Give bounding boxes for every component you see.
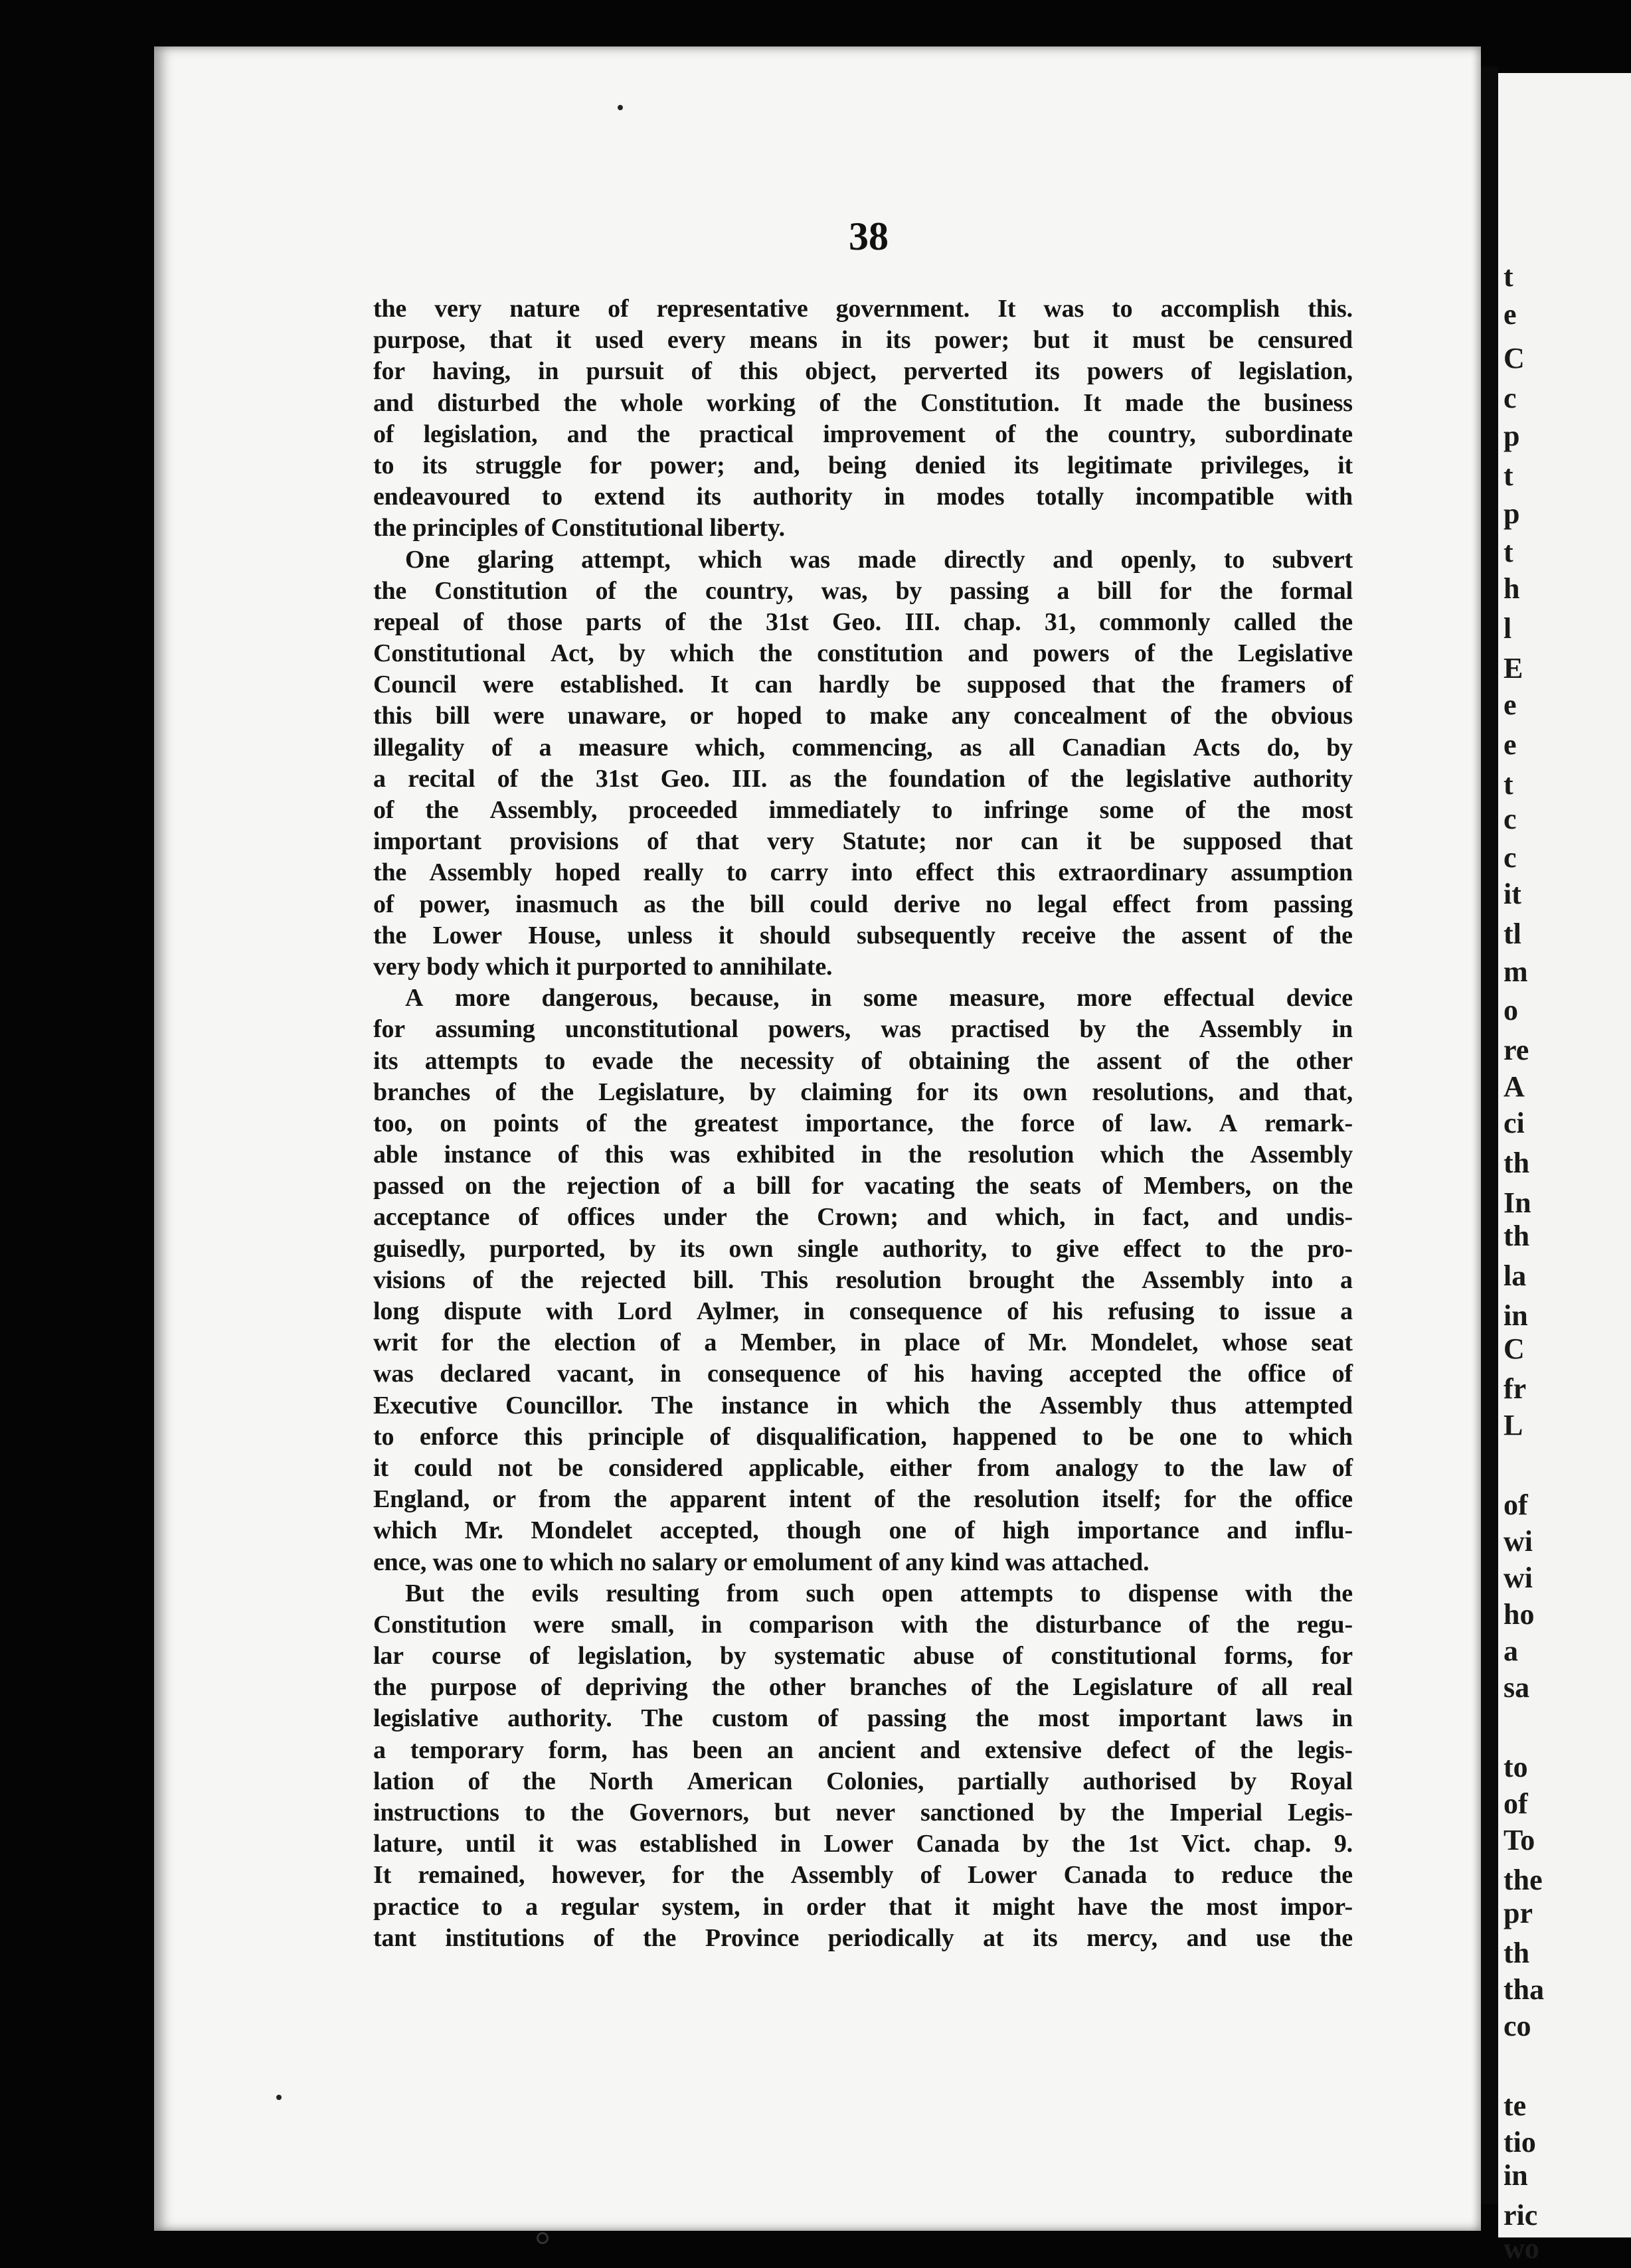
facing-page-fragment: h bbox=[1503, 572, 1520, 605]
text-line: legislative authority. The custom of passing the most important laws in bbox=[373, 1704, 1353, 1733]
facing-page-fragment: th bbox=[1503, 1147, 1530, 1179]
text-line: Constitution were small, in comparison with the disturbance of the regu- bbox=[373, 1610, 1353, 1639]
page-number: 38 bbox=[849, 214, 889, 258]
facing-page-fragment: E bbox=[1503, 652, 1523, 685]
text-line: very body which it purported to annihilate. bbox=[373, 952, 833, 981]
text-line: But the evils resulting from such open attempts to dispense with the bbox=[405, 1579, 1353, 1607]
text-line: this bill were unaware, or hoped to make any concealment of the obvious bbox=[373, 702, 1353, 730]
facing-page-fragment: o bbox=[1503, 994, 1518, 1026]
text-line: passed on the rejection of a bill for vacating the seats of Members, on the bbox=[373, 1172, 1353, 1200]
facing-page-fragment: e bbox=[1503, 298, 1517, 331]
text-line: Executive Councillor. The instance in which the Assembly thus attempted bbox=[373, 1391, 1353, 1419]
facing-page-fragment: te bbox=[1503, 2089, 1527, 2122]
facing-page-fragment: c bbox=[1503, 803, 1517, 835]
facing-page-fragment: c bbox=[1503, 841, 1517, 874]
facing-page-fragment: m bbox=[1503, 955, 1528, 988]
text-line: Council were established. It can hardly be supposed that the framers of bbox=[373, 671, 1353, 699]
facing-page-fragment: th bbox=[1503, 1220, 1530, 1252]
text-line: important provisions of that very Statute; nor can it be supposed that bbox=[373, 827, 1353, 856]
text-line: Constitutional Act, by which the constitution and powers of the Legislative bbox=[373, 639, 1353, 668]
facing-page-fragment: e bbox=[1503, 728, 1517, 761]
text-line: able instance of this was exhibited in the resolution which the Assembly bbox=[373, 1141, 1353, 1169]
facing-page-fragment: tha bbox=[1503, 1973, 1545, 2006]
text-line: branches of the Legislature, by claiming for its own resolutions, and that, bbox=[373, 1078, 1353, 1106]
text-line: the very nature of representative government. It was to accomplish this. bbox=[373, 295, 1353, 323]
facing-page-fragment: wi bbox=[1503, 1562, 1533, 1594]
facing-page-fragment: of bbox=[1503, 1787, 1528, 1820]
text-line: the principles of Constitutional liberty. bbox=[373, 514, 785, 542]
text-line: to enforce this principle of disqualification, happened to be one to which bbox=[373, 1422, 1353, 1451]
facing-page-fragment: p bbox=[1503, 497, 1520, 530]
text-line: of power, inasmuch as the bill could derive no legal effect from passing bbox=[373, 890, 1353, 918]
facing-page-fragment: la bbox=[1503, 1259, 1527, 1292]
facing-page-fragment: in bbox=[1503, 1299, 1528, 1332]
facing-page-fragment: it bbox=[1503, 878, 1521, 910]
facing-page-fragment: tio bbox=[1503, 2126, 1536, 2158]
text-line: practice to a regular system, in order that it might have the most impor- bbox=[373, 1892, 1353, 1921]
scan-speck bbox=[618, 105, 623, 110]
facing-page-fragment: t bbox=[1503, 768, 1513, 801]
facing-page-fragment: a bbox=[1503, 1635, 1518, 1667]
text-line: lar course of legislation, by systematic abuse of constitutional forms, for bbox=[373, 1642, 1353, 1670]
facing-page-fragment: c bbox=[1503, 382, 1517, 414]
text-line: endeavoured to extend its authority in modes totally incompatible with bbox=[373, 483, 1353, 511]
facing-page-fragment: ric bbox=[1503, 2199, 1538, 2231]
facing-page-fragment: to bbox=[1503, 1751, 1528, 1783]
text-line: acceptance of offices under the Crown; and which, in fact, and undis- bbox=[373, 1203, 1353, 1232]
facing-page-fragment: fr bbox=[1503, 1372, 1527, 1405]
text-line: to its struggle for power; and, being denied its legitimate privileges, it bbox=[373, 451, 1353, 479]
facing-page-fragment: t bbox=[1503, 260, 1513, 293]
text-line: visions of the rejected bill. This resolution brought the Assembly into a bbox=[373, 1265, 1353, 1294]
text-line: and disturbed the whole working of the Constitution. It made the business bbox=[373, 388, 1353, 417]
text-line: the Constitution of the country, was, by passing a bill for the formal bbox=[373, 576, 1353, 605]
text-line: of the Assembly, proceeded immediately to infringe some of the most bbox=[373, 796, 1353, 824]
text-line: a recital of the 31st Geo. III. as the foundation of the legislative authority bbox=[373, 764, 1353, 793]
facing-page-fragment: of bbox=[1503, 1489, 1528, 1521]
text-line: the Assembly hoped really to carry into effect this extraordinary assumption bbox=[373, 858, 1353, 887]
text-line: It remained, however, for the Assembly of Lower Canada to reduce the bbox=[373, 1861, 1353, 1890]
text-line: which Mr. Mondelet accepted, though one of high importance and influ- bbox=[373, 1516, 1353, 1545]
text-line: purpose, that it used every means in its power; but it must be censured bbox=[373, 326, 1353, 355]
facing-page-fragment: ho bbox=[1503, 1598, 1535, 1631]
facing-page-fragment: A bbox=[1503, 1070, 1525, 1103]
text-line: instructions to the Governors, but never sanctioned by the Imperial Legis- bbox=[373, 1799, 1353, 1826]
text-line: illegality of a measure which, commencing, as all Canadian Acts do, by bbox=[373, 733, 1353, 762]
text-line: too, on points of the greatest importance, the force of law. A remark- bbox=[373, 1109, 1353, 1137]
text-line: repeal of those parts of the 31st Geo. III. chap. 31, commonly called the bbox=[373, 608, 1353, 636]
text-line: guisedly, purported, by its own single authority, to give effect to the pro- bbox=[373, 1234, 1353, 1263]
facing-page-fragment: the bbox=[1503, 1864, 1543, 1896]
facing-page-fragment: C bbox=[1503, 1333, 1525, 1365]
facing-page-fragment: co bbox=[1503, 2010, 1531, 2042]
facing-page-fragment: L bbox=[1503, 1409, 1523, 1441]
text-line: lation of the North American Colonies, partially authorised by Royal bbox=[373, 1767, 1353, 1795]
facing-page-fragment: In bbox=[1503, 1186, 1531, 1219]
text-line: England, or from the apparent intent of the resolution itself; for the office bbox=[373, 1485, 1353, 1514]
text-line: writ for the election of a Member, in place of Mr. Mondelet, whose seat bbox=[373, 1329, 1353, 1357]
facing-page-fragment: C bbox=[1503, 342, 1525, 374]
facing-page-fragment: To bbox=[1503, 1824, 1535, 1856]
facing-page-fragment: t bbox=[1503, 536, 1513, 568]
facing-page-fragment: sa bbox=[1503, 1671, 1530, 1704]
text-line: a temporary form, has been an ancient and extensive defect of the legis- bbox=[373, 1736, 1353, 1764]
facing-page-fragment: ci bbox=[1503, 1107, 1525, 1139]
facing-page-fragment: wo bbox=[1503, 2232, 1539, 2265]
facing-page-fragment: p bbox=[1503, 420, 1520, 452]
facing-page-fragment: th bbox=[1503, 1937, 1530, 1969]
facing-page-fragment: e bbox=[1503, 688, 1517, 721]
facing-page-fragment: tl bbox=[1503, 918, 1521, 950]
book-spine bbox=[1481, 66, 1498, 2204]
text-line: ence, was one to which no salary or emolument of any kind was attached. bbox=[373, 1548, 1150, 1576]
text-line: its attempts to evade the necessity of obtaining the assent of the other bbox=[373, 1046, 1353, 1075]
text-line: One glaring attempt, which was made directly and openly, to subvert bbox=[405, 545, 1353, 574]
facing-page-fragment: in bbox=[1503, 2159, 1528, 2192]
text-line: for assuming unconstitutional powers, was practised by the Assembly in bbox=[373, 1015, 1353, 1044]
text-line: the purpose of depriving the other branches of the Legislature of all real bbox=[373, 1673, 1353, 1702]
facing-page-fragment: t bbox=[1503, 459, 1513, 492]
facing-page-fragment: pr bbox=[1503, 1897, 1533, 1929]
text-line: for having, in pursuit of this object, perverted its powers of legislation, bbox=[373, 357, 1353, 386]
facing-page-fragment: re bbox=[1503, 1034, 1529, 1066]
facing-page-edge bbox=[1498, 73, 1631, 2265]
text-line: tant institutions of the Province periodically at its mercy, and use the bbox=[373, 1923, 1353, 1952]
scan-speck bbox=[276, 2095, 282, 2100]
text-line: was declared vacant, in consequence of his having accepted the office of bbox=[373, 1360, 1353, 1388]
facing-page-fragment: wi bbox=[1503, 1525, 1533, 1558]
text-line: the Lower House, unless it should subsequently receive the assent of the bbox=[373, 921, 1353, 949]
text-line: it could not be considered applicable, either from analogy to the law of bbox=[373, 1453, 1353, 1482]
text-line: lature, until it was established in Lower Canada by the 1st Vict. chap. 9. bbox=[373, 1830, 1353, 1858]
facing-page-fragment: l bbox=[1503, 612, 1512, 645]
scan-speck bbox=[537, 2232, 549, 2244]
body-text bbox=[373, 293, 1353, 1954]
text-line: A more dangerous, because, in some measure, more effectual device bbox=[405, 984, 1353, 1012]
text-line: long dispute with Lord Aylmer, in consequence of his refusing to issue a bbox=[373, 1297, 1353, 1325]
text-line: of legislation, and the practical improvement of the country, subordinate bbox=[373, 420, 1353, 448]
